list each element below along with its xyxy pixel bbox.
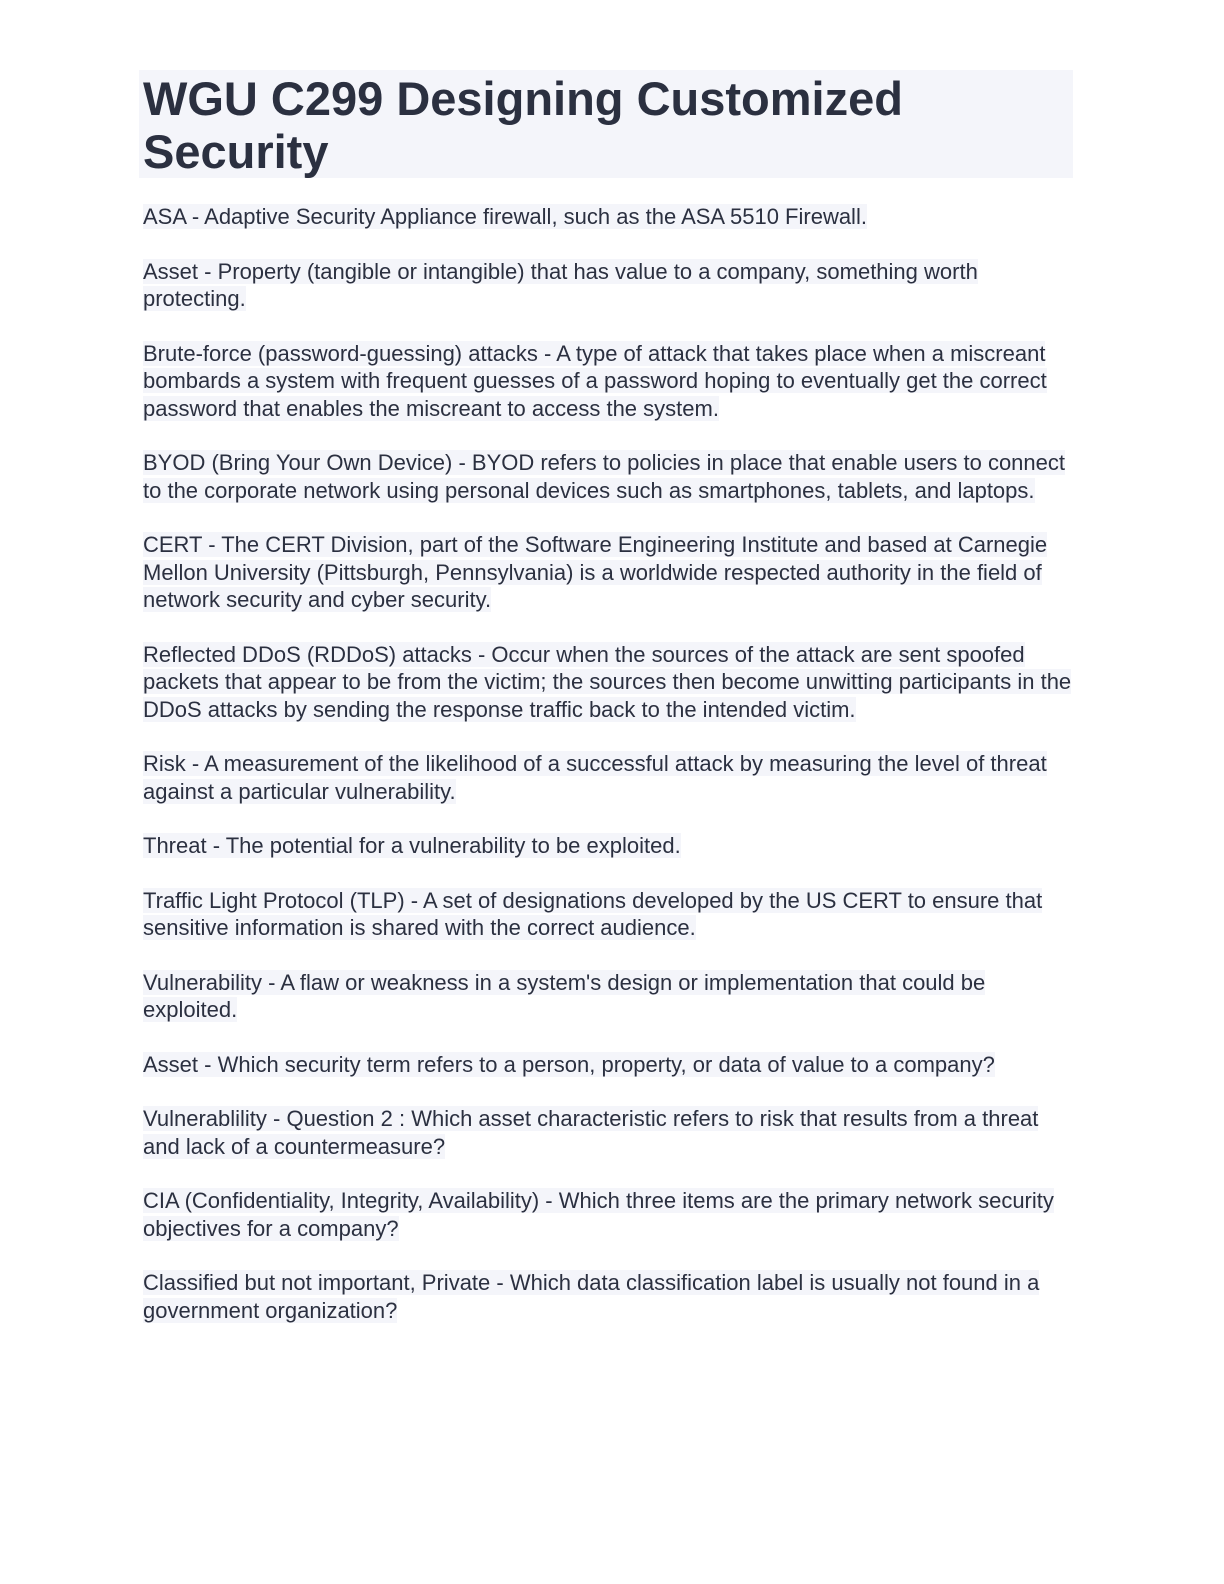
entry-asa — [143, 203, 1073, 231]
entry-vulnerability — [143, 969, 1073, 1024]
document-page — [139, 70, 1073, 1351]
entry-text: CIA (Confidentiality, Integrity, Availability) - Which three items are the primary network security objectives for a company? — [143, 1188, 1054, 1241]
entry-risk — [143, 750, 1073, 805]
entry-tlp — [143, 887, 1073, 942]
page-title: WGU C299 Designing Customized Security — [143, 72, 903, 178]
entry-asset-definition — [143, 258, 1073, 313]
entry-text: BYOD (Bring Your Own Device) - BYOD refers to policies in place that enable users to connect to the corporate network using personal devices such as smartphones, tablets, and laptops. — [143, 450, 1065, 503]
entry-text: Asset - Which security term refers to a person, property, or data of value to a company? — [143, 1051, 995, 1077]
entry-threat — [143, 832, 1073, 860]
entry-byod — [143, 449, 1073, 504]
entry-text: CERT - The CERT Division, part of the Software Engineering Institute and based at Carnegie Mellon University (Pittsburgh, Pennsylvania) is a worldwide respected authority in the field of network security and cyber security. — [143, 532, 1048, 612]
entry-text: Traffic Light Protocol (TLP) - A set of designations developed by the US CERT to ensure that sensitive information is shared with the correct audience. — [143, 887, 1043, 940]
entry-text: Vulnerability - A flaw or weakness in a system's design or implementation that could be exploited. — [143, 969, 986, 1022]
entry-vulnerability-question — [143, 1105, 1073, 1160]
title-block — [139, 70, 1073, 178]
entry-rddos — [143, 641, 1073, 724]
entry-text: Classified but not important, Private - Which data classification label is usually not found in a government organization? — [143, 1270, 1040, 1323]
entry-brute-force — [143, 340, 1073, 423]
entry-asset-question — [143, 1051, 1073, 1079]
entry-text: ASA - Adaptive Security Appliance firewall, such as the ASA 5510 Firewall. — [143, 204, 867, 229]
entry-list — [139, 203, 1073, 1324]
entry-classification-question — [143, 1269, 1073, 1324]
entry-cert — [143, 531, 1073, 614]
entry-text: Reflected DDoS (RDDoS) attacks - Occur when the sources of the attack are sent spoofed packets that appear to be from the victim; the sources then become unwitting participants in the DDoS attacks by sending the response traffic back to the intended victim. — [143, 641, 1072, 722]
entry-text: Brute-force (password-guessing) attacks - A type of attack that takes place when a miscreant bombards a system with frequent guesses of a password hoping to eventually get the correct password that enables the miscreant to access the system. — [143, 340, 1047, 421]
entry-text: Threat - The potential for a vulnerability to be exploited. — [143, 833, 681, 858]
entry-cia-question — [143, 1187, 1073, 1242]
entry-text: Asset - Property (tangible or intangible) that has value to a company, something worth protecting. — [143, 258, 978, 311]
entry-text: Risk - A measurement of the likelihood of a successful attack by measuring the level of threat against a particular vulnerability. — [143, 751, 1047, 804]
entry-text: Vulnerablility - Question 2 : Which asset characteristic refers to risk that results from a threat and lack of a countermeasure? — [143, 1106, 1039, 1159]
